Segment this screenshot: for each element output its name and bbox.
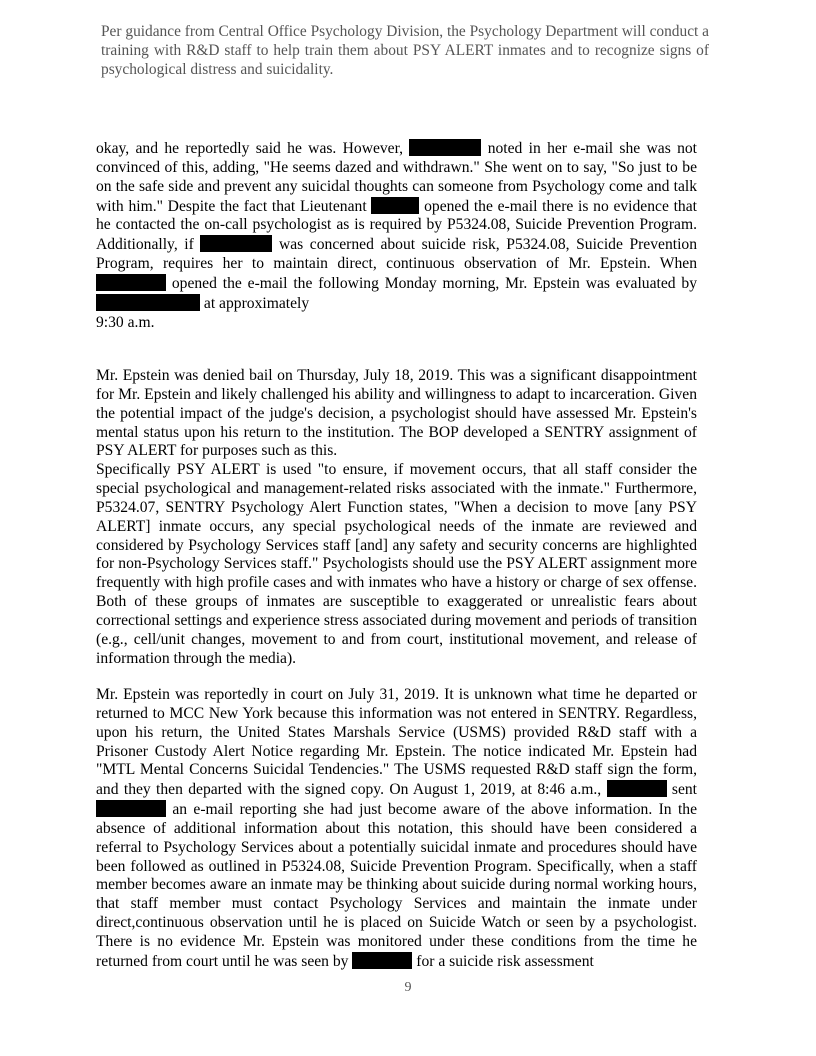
redaction-bar [96, 274, 166, 291]
text-run: opened the e-mail the following Monday morning, Mr. Epstein was evaluated by [171, 274, 697, 292]
paragraph-psychology-email [96, 139, 697, 332]
text-run: Mr. Epstein was reportedly in court on July 31, 2019. It is unknown what time he departed or returned to MCC New York because this information was not entered in SENTRY. Regardless, upon his return, the United States Marshals Service (USMS) provided R&D staff with a Prisoner Custody Alert Notice regarding Mr. Epstein. The notice indicated Mr. Epstein had "MTL Mental Concerns Suicidal Tendencies." The USMS requested R&D staff sign the form, and they then departed with the signed copy. On August 1, 2019, at 8:46 a.m., [96, 686, 697, 799]
paragraph-court-return [96, 686, 697, 972]
paragraph-psy-alert [96, 367, 697, 669]
text-run: 9:30 a.m. [96, 313, 155, 331]
text-run: noted in her e-mail she was not convinced of this, adding, "He seems dazed and withdrawn." She went on to say, "So just to be on the safe side and prevent any suicidal thoughts can someone from Psychology come and talk with him." Despite the fact that Lieutenant [96, 140, 697, 215]
text-run: for a suicide risk assessment [416, 952, 594, 970]
page-number: 9 [404, 980, 412, 995]
redaction-bar [96, 294, 200, 311]
redaction-bar [607, 780, 667, 797]
redaction-bar [200, 235, 272, 252]
top-note: Per guidance from Central Office Psychology Division, the Psychology Department will conduct a training with R&D staff to help train them about PSY ALERT inmates and to recognize signs of psychological distress and suicidality. [101, 23, 709, 78]
text-run: sent [671, 781, 698, 799]
redaction-bar [371, 197, 419, 214]
text-run: an e-mail reporting she had just become aware of the above information. In the absence of additional information about this notation, this should have been considered a referral to Psychology Services about a potentially suicidal inmate and procedures should have been followed as outlined in P5324.08, Suicide Prevention Program. Specifically, when a staff member becomes aware an inmate may be thinking about suicide during normal working hours, that staff member must contact Psychology Services and maintain the inmate under direct,continuous observation until he is placed on Suicide Watch or seen by a psychologist. There is no evidence Mr. Epstein was monitored under these conditions from the time he returned from court until he was seen by [96, 801, 697, 970]
redaction-bar [409, 139, 481, 156]
text-run: at approximately [203, 294, 310, 312]
paragraph-psy-alert-function: Specifically PSY ALERT is used "to ensure, if movement occurs, that all staff consider the special psychological and management-related risks associated with the inmate." Furthermore, P5324.07, SENTRY Psychology Alert Function states, "When a decision to move [any PSY ALERT] inmate occurs, any special psychological needs of the inmate are reviewed and considered by Psychology Services staff [and] any safety and security concerns are highlighted for non-Psychology Services staff." Psychologists should use the PSY ALERT assignment more frequently with high profile cases and with inmates who have a history or charge of sex offense. Both of these groups of inmates are susceptible to exaggerated or unrealistic fears about correctional settings and experience stress associated during movement and periods of transition (e.g., cell/unit changes, movement to and from court, institutional movement, and release of information through the media). [96, 461, 697, 667]
text-run: okay, and he reportedly said he was. However, [96, 140, 404, 157]
text-run: the e-mail there is no evidence that he contacted the on-call psychologist as is required by P5324.08, Suicide Prevention Program. Additionally, if [96, 197, 697, 254]
paragraph-bail-denial: Mr. Epstein was denied bail on Thursday, July 18, 2019. This was a significant disappointment for Mr. Epstein and likely challenged his ability and willingness to adapt to incarceration. Given the potential impact of the judge's decision, a psychologist should have assessed Mr. Epstein's mental status upon his return to the institution. The BOP developed a SENTRY assignment of PSY ALERT for purposes such as this. [96, 367, 697, 460]
text-run: opened [424, 197, 470, 215]
redaction-bar [96, 800, 166, 817]
redaction-bar [352, 952, 412, 969]
text-run: was concerned about suicide risk, P5324.08, Suicide Prevention Program, requires her to maintain direct, continuous observation of Mr. Epstein. When [96, 236, 698, 273]
